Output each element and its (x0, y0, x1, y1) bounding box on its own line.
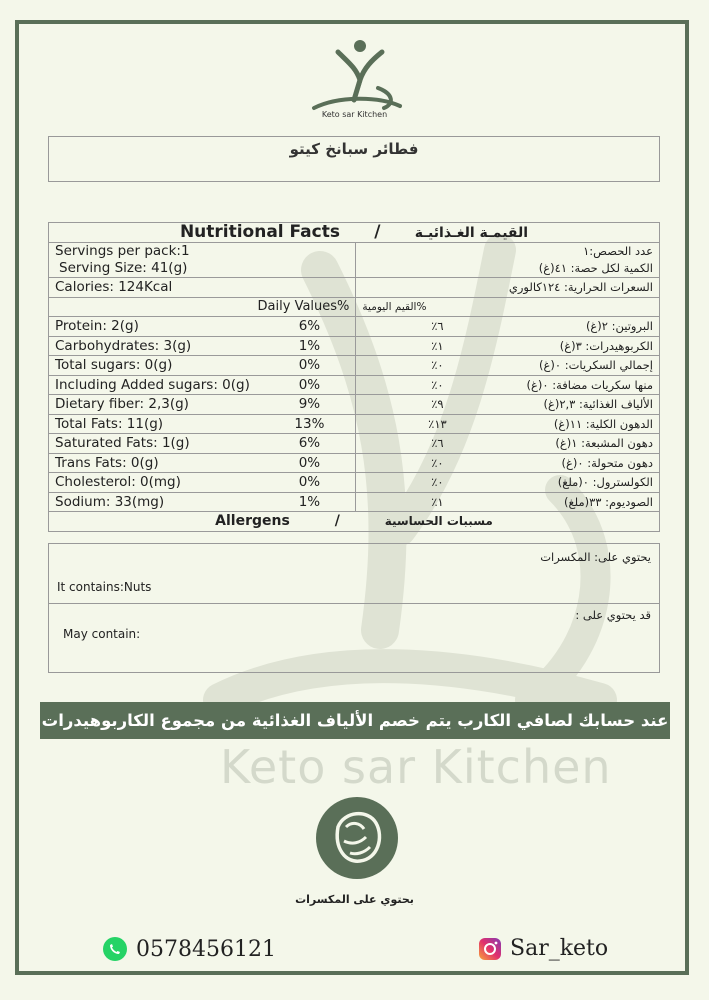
nutrient-name-ar: دهون متحولة: ٠(غ) (561, 455, 653, 470)
contains-en: It contains:Nuts (57, 580, 152, 594)
nutrient-name-ar: إجمالي السكريات: ٠(غ) (539, 358, 653, 373)
daily-values-ar: القيم اليومية% (356, 297, 660, 317)
serving-size-ar: الكمية لكل حصة: ٤١(غ) (538, 261, 653, 275)
nutrient-name-en: Total sugars: 0(g) (55, 357, 173, 374)
nutrient-rows (49, 317, 660, 512)
nutrient-name-en: Carbohydrates: 3(g) (55, 337, 192, 354)
product-title: فطائر سبانخ كيتو (289, 140, 419, 158)
net-carb-banner: عند حسابك لصافي الكارب يتم خصم الألياف الغذائية من مجموع الكاربوهيدرات (40, 702, 670, 739)
nutrition-table (48, 222, 660, 532)
nutrient-percent-en: 0% (298, 454, 321, 471)
daily-values-row (49, 297, 660, 317)
allergen-box (48, 543, 660, 673)
nutrient-percent-ar: ٠٪ (431, 455, 444, 470)
servings-row (49, 243, 660, 278)
nutrient-name-ar: الألياف الغذائية: ٢,٣(غ) (543, 397, 653, 412)
nutrient-percent-ar: ١٪ (431, 494, 444, 509)
nutrient-row (49, 434, 660, 454)
nutrient-name-ar: الكربوهيدرات: ٣(غ) (559, 338, 653, 353)
nutrient-percent-en: 0% (298, 357, 321, 374)
may-contain-en: May contain: (63, 627, 141, 641)
serving-size-en: Serving Size: 41(g) (59, 260, 188, 276)
nutrient-percent-ar: ١٣٪ (428, 416, 447, 431)
nutrient-percent-ar: ٩٪ (431, 397, 444, 412)
nutrient-name-ar: منها سكريات مضافة: ٠(غ) (526, 377, 653, 392)
phone-contact[interactable] (102, 936, 276, 962)
nutrient-name-en: Total Fats: 11(g) (55, 415, 164, 432)
nutrient-row (49, 414, 660, 434)
nutrient-percent-ar: ٠٪ (431, 475, 444, 490)
nutrition-header-row (49, 223, 660, 243)
instagram-contact[interactable] (478, 936, 608, 961)
nuts-badge (316, 797, 398, 879)
nutrient-row (49, 356, 660, 376)
nutrient-percent-en: 0% (298, 474, 321, 491)
nutrient-name-en: Dietary fiber: 2,3(g) (55, 396, 189, 413)
nutrient-percent-en: 1% (298, 337, 321, 354)
nutrient-percent-en: 6% (298, 318, 321, 335)
nutrient-percent-en: 13% (294, 415, 325, 432)
nutrient-percent-en: 6% (298, 435, 321, 452)
nutrition-title-en: Nutritional Facts (179, 222, 340, 242)
nutrient-percent-ar: ٦٪ (431, 436, 444, 451)
nutrient-percent-en: 9% (298, 396, 321, 413)
instagram-handle: Sar_keto (510, 936, 609, 961)
calories-en: Calories: 124Kcal (49, 278, 356, 298)
brand-logo-icon (308, 38, 404, 120)
nutrient-name-ar: البروتين: ٢(غ) (585, 319, 653, 334)
daily-values-en: Daily Values% (49, 297, 356, 317)
calories-ar: السعرات الحرارية: ١٢٤كالوري (356, 278, 660, 298)
nutrient-name-en: Trans Fats: 0(g) (55, 454, 159, 471)
allergens-header-row (49, 512, 660, 532)
nutrient-row (49, 375, 660, 395)
nutrient-name-en: Saturated Fats: 1(g) (55, 435, 190, 452)
nutrient-name-en: Sodium: 33(mg) (55, 493, 165, 510)
nutrient-percent-ar: ٦٪ (431, 319, 444, 334)
nutrient-percent-ar: ١٪ (431, 338, 444, 353)
product-title-box (48, 136, 660, 182)
nutrient-percent-ar: ٠٪ (431, 358, 444, 373)
nutrient-row (49, 336, 660, 356)
allergens-title-en: Allergens (215, 513, 290, 530)
instagram-icon (478, 937, 502, 961)
nut-icon (316, 797, 398, 879)
phone-number: 0578456121 (136, 936, 276, 962)
watermark-text: Keto sar Kitchen (220, 740, 612, 794)
calories-row (49, 278, 660, 298)
servings-per-pack-ar: عدد الحصص:١ (583, 244, 653, 258)
nutrient-name-ar: الكولسترول: ٠(ملغ) (557, 475, 653, 490)
nutrient-percent-en: 0% (298, 376, 321, 393)
nutrition-title-separator: / (374, 222, 381, 242)
allergens-title-separator: / (334, 513, 340, 530)
nutrient-name-en: Cholesterol: 0(mg) (55, 474, 181, 491)
whatsapp-icon (102, 936, 128, 962)
allergens-title-ar: مسببات الحساسية (384, 514, 493, 529)
may-contain-ar: قد يحتوي على : (575, 608, 651, 622)
nutrient-row (49, 492, 660, 512)
nutrient-name-en: Including Added sugars: 0(g) (55, 376, 250, 393)
nutrient-row (49, 317, 660, 337)
nutrition-title-ar: القيمـة الغـذائيـة (414, 225, 529, 241)
nutrient-percent-ar: ٠٪ (431, 377, 444, 392)
nutrient-row (49, 473, 660, 493)
nutrient-percent-en: 1% (298, 493, 321, 510)
servings-per-pack-en: Servings per pack:1 (55, 243, 190, 259)
nutrient-row (49, 395, 660, 415)
contains-section (49, 544, 659, 604)
nutrient-name-en: Protein: 2(g) (55, 318, 139, 335)
nuts-badge-caption: بحتوي على المكسرات (295, 893, 414, 906)
nutrient-name-ar: الصوديوم: ٣٣(ملغ) (564, 494, 653, 509)
nutrient-name-ar: دهون المشبعة: ١(غ) (555, 436, 653, 451)
nutrient-name-ar: الدهون الكلية: ١١(غ) (553, 416, 653, 431)
nutrient-row (49, 453, 660, 473)
brand-caption: Keto sar Kitchen (321, 110, 388, 119)
contains-ar: يحتوي على: المكسرات (540, 550, 651, 564)
